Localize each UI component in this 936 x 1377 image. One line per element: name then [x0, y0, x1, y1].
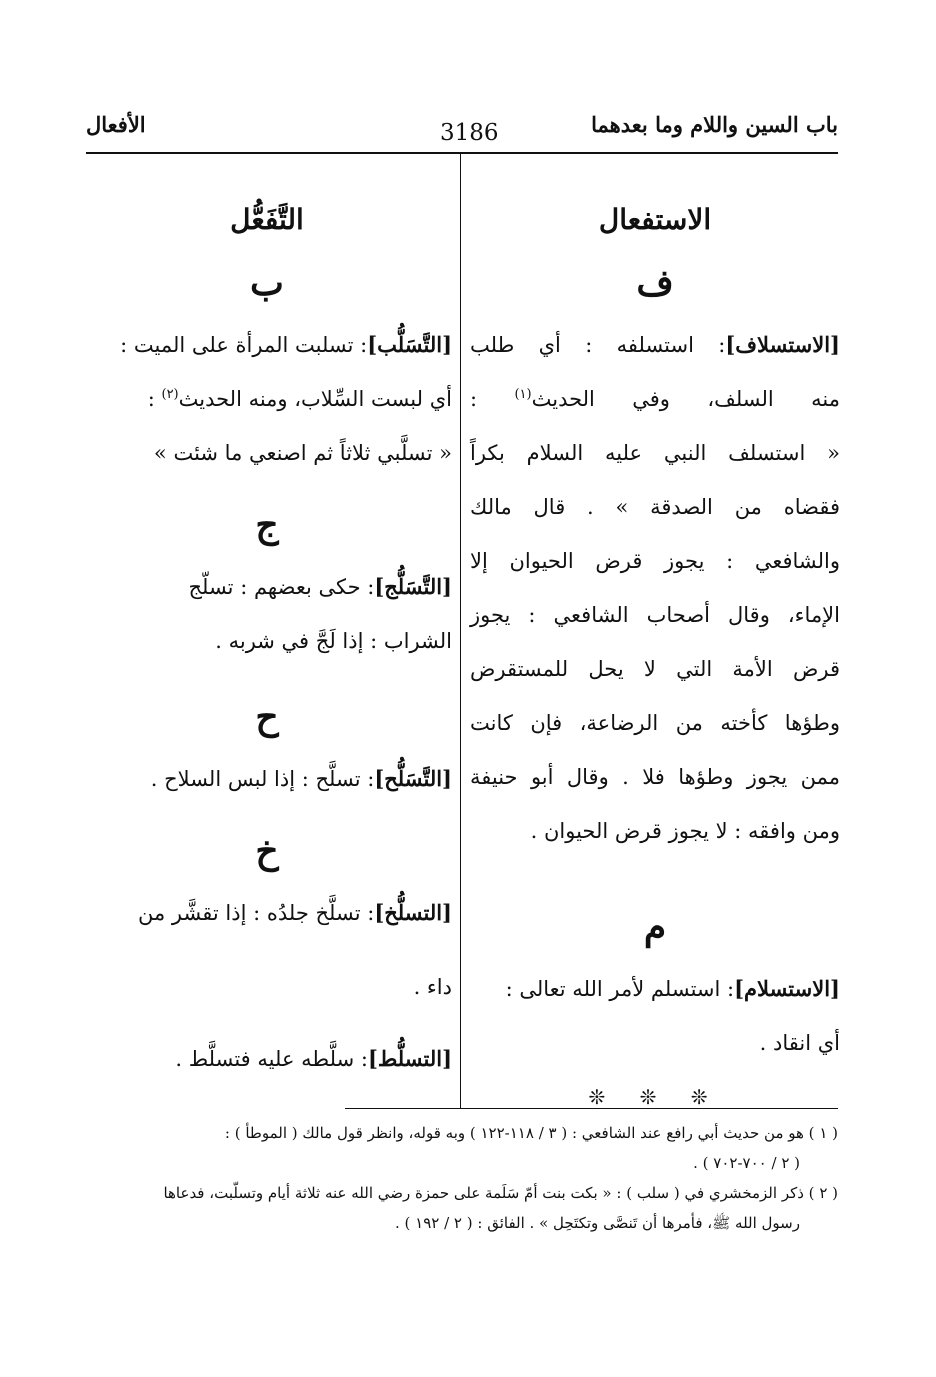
entry-headword: [التَّسَلُّج]	[374, 574, 452, 599]
letter-heading-ba: ب	[250, 262, 284, 304]
entry-line: [التَّسَلُّج]: حكى بعضهم : تسلّج	[188, 574, 452, 599]
footnote-2-continuation: رسول الله ﷺ، فأمرها أن تَنصَّى وتكتَحِل » . الفائق : ( ٢ / ١٩٢ ) .	[395, 1214, 800, 1232]
header-rule	[86, 152, 838, 154]
letter-heading-mim: م	[643, 906, 667, 948]
footnote-1-continuation: ( ٢ / ٧٠٠-٧٠٢ ) .	[693, 1154, 800, 1172]
entry-line: [الاستسلاف]: استسلفه : أي طلب	[470, 332, 840, 357]
entry-line: ومن وافقه : لا يجوز قرض الحيوان .	[530, 819, 840, 843]
letter-heading-ha: ح	[255, 696, 279, 738]
footnote-2: ( ٢ ) ذكر الزمخشري في ( سلب ) : « بكت بنت أمّ سَلَمة على حمزة رضي الله عنه ثلاثة أيام وتسلّبت، فدعاها	[163, 1184, 838, 1202]
entry-line: قرض الأمة التي لا يحل للمستقرض	[470, 657, 840, 681]
entry-line: داء .	[413, 975, 452, 999]
letter-heading-kha: خ	[255, 830, 279, 872]
entry-line: الإماء، وقال أصحاب الشافعي : يجوز	[470, 603, 840, 627]
entry-line: « تسلَّبي ثلاثاً ثم اصنعي ما شئت »	[153, 441, 452, 465]
section-title-istifal: الاستفعال	[598, 203, 712, 236]
page-number: 3186	[440, 120, 499, 146]
entry-line: أي انقاد .	[759, 1031, 840, 1055]
right-column	[470, 192, 840, 1124]
section-title-tafaul: التَّفَعُّل	[230, 203, 304, 236]
footnote-rule	[345, 1108, 838, 1109]
entry-headword: [التسلُّط]	[367, 1046, 452, 1071]
entry-headword: [التسلُّخ]	[374, 900, 452, 925]
running-head-section: الأفعال	[86, 112, 146, 137]
letter-heading-jim: ج	[255, 504, 279, 546]
section-end-stars: ❊ ❊ ❊	[588, 1085, 722, 1109]
entry-line: والشافعي : يجوز قرض الحيوان إلا	[470, 549, 840, 573]
footnote-marker: (٢)	[161, 387, 179, 402]
entry-line: وطؤها كأخته من الرضاعة، فإن كانت	[470, 711, 840, 735]
column-divider	[460, 153, 461, 1108]
entry-line: أي لبست السِّلاب، ومنه الحديث$^{(٢)}$ :	[147, 387, 452, 411]
entry-line: [التَّسَلُّب]: تسلبت المرأة على الميت :	[120, 332, 452, 357]
left-column	[82, 192, 452, 1086]
running-head-chapter: باب السين واللام وما بعدهما	[591, 112, 838, 137]
entry-line: [التسلُّخ]: تسلَّخ جلدُه : إذا تقشَّر من	[138, 900, 452, 925]
entry-line: [التَّسَلُّح]: تسلَّح : إذا لبس السلاح .	[150, 766, 452, 791]
entry-line: [التسلُّط]: سلَّطه عليه فتسلَّط .	[175, 1046, 452, 1071]
entry-headword: [الاستسلاف]	[725, 332, 840, 357]
entry-line: الشراب : إذا لَجَّ في شربه .	[215, 629, 452, 653]
entry-line: ممن يجوز وطؤها فلا . وقال أبو حنيفة	[470, 765, 840, 789]
entry-line: [الاستسلام]: استسلم لأمر الله تعالى :	[505, 976, 840, 1001]
entry-line: منه السلف، وفي الحديث$^{(١)}$ :	[470, 387, 840, 411]
letter-heading-fa: ف	[636, 262, 674, 304]
footnote-1: ( ١ ) هو من حديث أبي رافع عند الشافعي : ( ٣ / ١١٨-١٢٢ ) وبه قوله، وانظر قول مالك ( الموطأ ) :	[224, 1124, 838, 1142]
entry-headword: [الاستسلام]	[734, 976, 840, 1001]
entry-line: فقضاه من الصدقة » . قال مالك	[470, 495, 840, 519]
footnotes	[86, 1118, 838, 1238]
entry-line: « استسلف النبي عليه السلام بكراً	[470, 441, 840, 465]
entry-headword: [التَّسَلُّب]	[367, 332, 452, 357]
entry-headword: [التَّسَلُّح]	[374, 766, 452, 791]
footnote-marker: (١)	[514, 387, 532, 402]
